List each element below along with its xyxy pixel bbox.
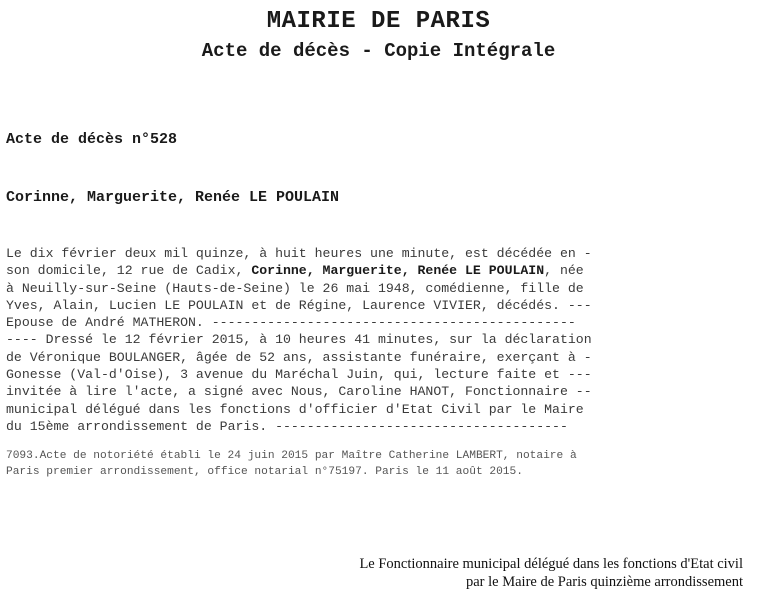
- note-line: Paris premier arrondissement, office notarial n°75197. Paris le 11 août 2015.: [6, 466, 523, 478]
- signature-line: par le Maire de Paris quinzième arrondissement: [465, 574, 743, 590]
- acte-body: [6, 245, 656, 435]
- body-line: Le dix février deux mil quinze, à huit heures une minute, est décédée en -: [6, 246, 592, 261]
- signature-line: Le Fonctionnaire municipal délégué dans les fonctions d'Etat civil: [359, 556, 743, 572]
- body-line: à Neuilly-sur-Seine (Hauts-de-Seine) le 26 mai 1948, comédienne, fille de: [6, 280, 584, 296]
- document-title: MAIRIE DE PARIS: [266, 8, 491, 35]
- body-line: , née: [544, 263, 584, 279]
- body-line: du 15ème arrondissement de Paris. -------------------------------------: [6, 418, 568, 434]
- body-line: de Véronique BOULANGER, âgée de 52 ans, assistante funéraire, exerçant à -: [6, 349, 592, 365]
- body-line: ---- Dressé le 12 février 2015, à 10 heures 41 minutes, sur la déclaration: [6, 332, 592, 348]
- body-line: Yves, Alain, Lucien LE POULAIN et de Régine, Laurence VIVIER, décédés. ---: [6, 297, 592, 313]
- body-line: Gonesse (Val-d'Oise), 3 avenue du Maréchal Juin, qui, lecture faite et ---: [6, 367, 592, 383]
- body-line: Epouse de André MATHERON. ----------------------------------------------: [6, 315, 576, 331]
- deceased-name: Corinne, Marguerite, Renée LE POULAIN: [6, 189, 340, 206]
- acte-number: Acte de décès n°528: [6, 131, 178, 148]
- body-deceased-name: Corinne, Marguerite, Renée LE POULAIN: [251, 263, 545, 279]
- note-line: 7093.Acte de notoriété établi le 24 juin 2015 par Maître Catherine LAMBERT, notaire à: [6, 450, 577, 462]
- body-line: son domicile, 12 rue de Cadix,: [6, 263, 252, 279]
- body-line: municipal délégué dans les fonctions d'officier d'Etat Civil par le Maire: [6, 401, 584, 417]
- document-subtitle: Acte de décès - Copie Intégrale: [201, 40, 556, 62]
- marginal-note: [6, 448, 686, 480]
- signature-block: [359, 555, 743, 591]
- body-line: invitée à lire l'acte, a signé avec Nous, Caroline HANOT, Fonctionnaire --: [6, 384, 592, 400]
